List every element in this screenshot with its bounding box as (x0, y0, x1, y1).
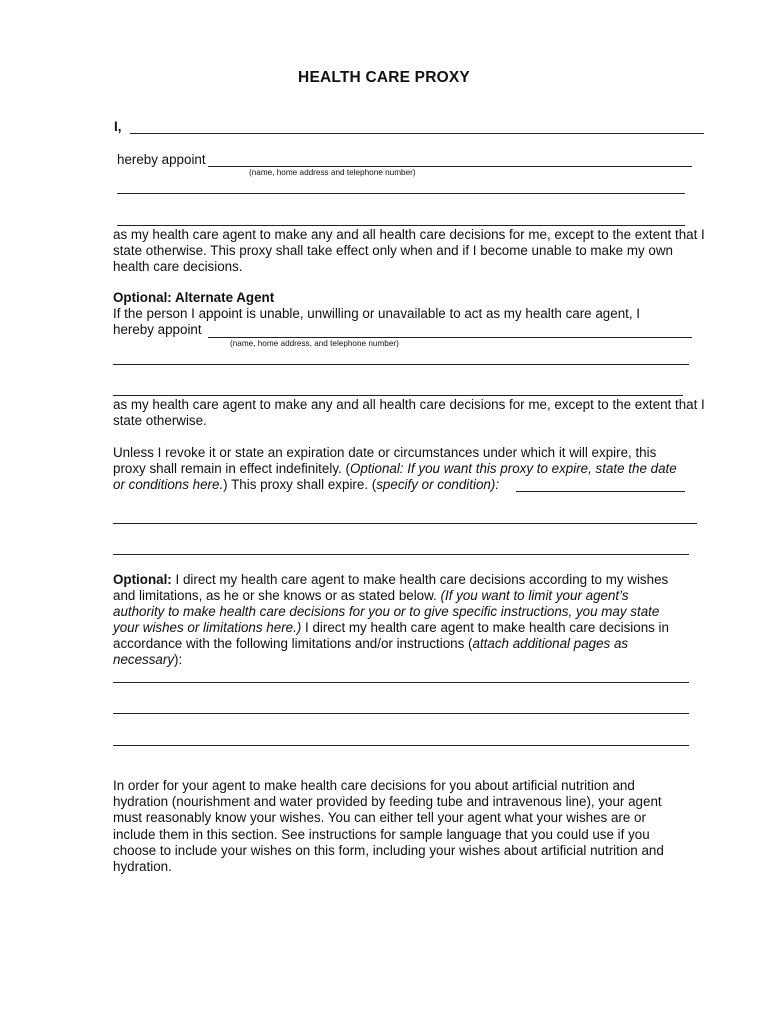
expiration-condition-line[interactable] (516, 491, 685, 492)
instructions-line-5 (113, 636, 628, 652)
instructions-text-4b: I direct my health care agent to make health care decisions in (301, 620, 669, 635)
instructions-text-3: authority to make health care decisions for you or to give specific instructions, you may state (113, 604, 660, 619)
instructions-optional-label: Optional: (113, 572, 172, 587)
expiration-specify-note: specify or condition): (376, 477, 500, 492)
instructions-line-3 (113, 604, 659, 620)
instructions-text-6a: necessary (113, 652, 175, 667)
instructions-text-1: I direct my health care agent to make health care decisions according to my wishes (175, 572, 669, 587)
instructions-line-2 (113, 588, 629, 604)
instructions-line-a[interactable] (113, 682, 689, 683)
expiration-line-2 (113, 461, 677, 477)
agent-name-line[interactable] (208, 166, 692, 167)
expiration-line-3 (113, 477, 499, 493)
agent-clause: as my health care agent to make any and all health care decisions for me, except to the extent that I state otherwise. This proxy shall take effect only when and if I become unable to make my own health care decisions. (113, 227, 705, 275)
expiration-line-1: Unless I revoke it or state an expiration date or circumstances under which it will expire, this (113, 445, 657, 460)
alternate-agent-heading: Optional: Alternate Agent (113, 290, 275, 305)
instructions-line-1 (113, 572, 668, 588)
hereby-appoint-label: hereby appoint (117, 152, 206, 167)
expiration-conditions-note: or conditions here. (113, 477, 224, 492)
instructions-text-6b: ): (174, 652, 183, 667)
instructions-line-6 (113, 652, 182, 668)
instructions-text-2a: and limitations, as he or she knows or as stated below. (113, 588, 441, 603)
instructions-line-4 (113, 620, 669, 636)
principal-name-line[interactable] (130, 133, 704, 134)
nutrition-paragraph: In order for your agent to make health care decisions for you about artificial nutrition and hydration (nourishment and water provided by feeding tube and intravenous line), your agent must reasonably know your wishes. You can either tell your agent what your wishes are or include them in this section. See instructions for sample language that you could use if you choose to include your wishes on this form, including your wishes about artificial nutrition and hydration. (113, 778, 664, 875)
alternate-intro-line-1: If the person I appoint is unable, unwilling or unavailable to act as my health care agent, I (113, 306, 641, 321)
instructions-line-c[interactable] (113, 745, 689, 746)
page-title: HEALTH CARE PROXY (298, 69, 470, 86)
instructions-line-b[interactable] (113, 713, 689, 714)
instructions-text-5a: accordance with the following limitations and/or instructions ( (113, 636, 473, 651)
alternate-address-line-1[interactable] (113, 364, 689, 365)
alternate-intro-line-2: hereby appoint (113, 322, 202, 337)
expiration-text-b: ) This proxy shall expire. ( (223, 477, 377, 492)
instructions-text-4a: your wishes or limitations here.) (113, 620, 302, 635)
expiration-line-b[interactable] (113, 554, 689, 555)
alternate-name-line[interactable] (208, 337, 692, 338)
instructions-text-5b: attach additional pages as (472, 636, 629, 651)
instructions-text-2b: (If you want to limit your agent’s (440, 588, 629, 603)
expiration-line-a[interactable] (113, 523, 697, 524)
expiration-text-a: proxy shall remain in effect indefinitely. ( (113, 461, 350, 476)
agent-address-line-2[interactable] (117, 225, 685, 226)
alternate-hint: (name, home address, and telephone number) (230, 339, 399, 348)
agent-hint: (name, home address and telephone number) (249, 168, 416, 177)
alternate-address-line-2[interactable] (113, 395, 683, 396)
alternate-clause: as my health care agent to make any and all health care decisions for me, except to the extent that I state otherwise. (113, 397, 705, 429)
principal-label: I, (114, 119, 122, 134)
expiration-optional-note: Optional: If you want this proxy to expire, state the date (349, 461, 677, 476)
agent-address-line-1[interactable] (117, 193, 685, 194)
